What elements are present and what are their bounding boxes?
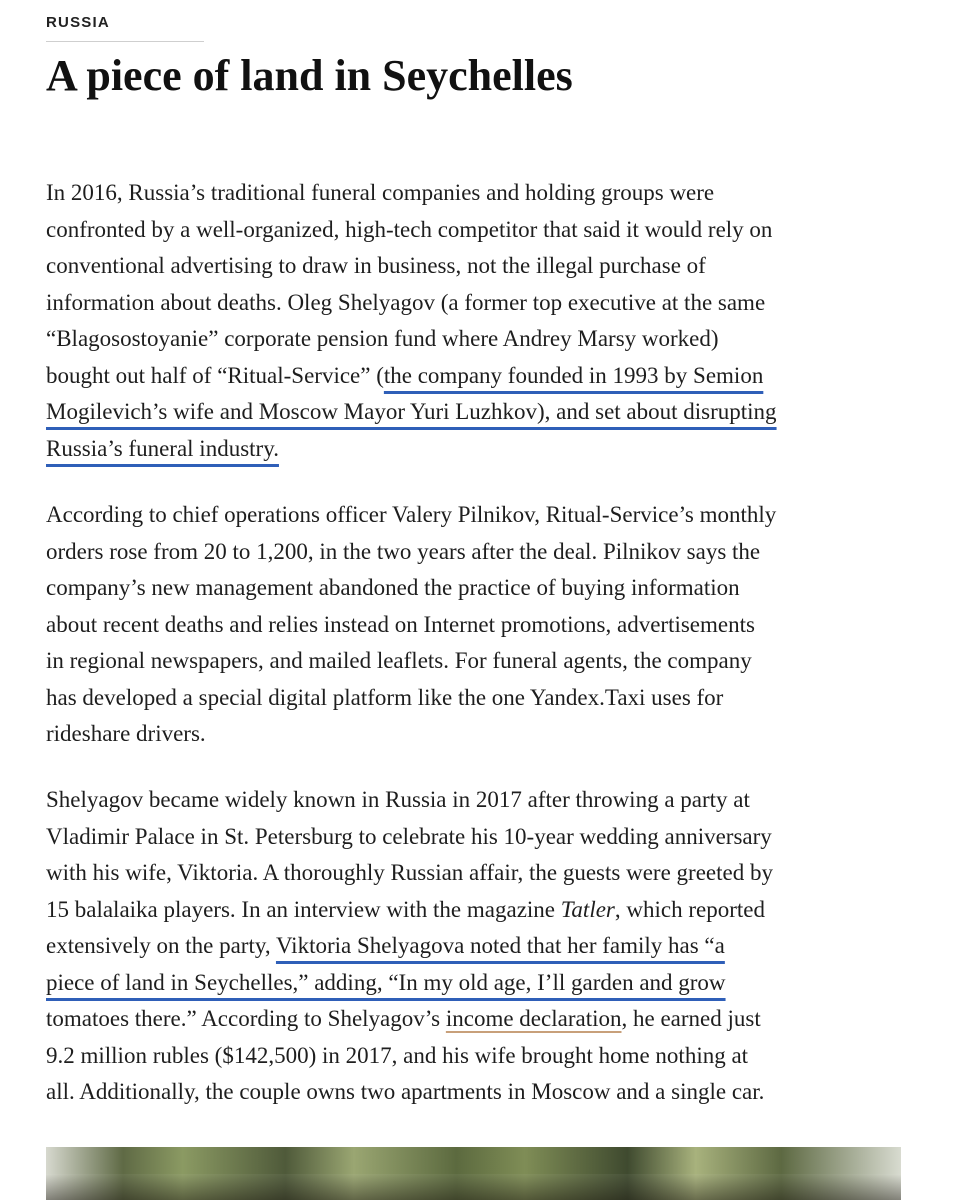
text-line [46, 716, 776, 753]
income-declaration-link[interactable]: income declaration [445, 1006, 622, 1031]
text-segment: with his wife, Viktoria. A thoroughly Russian affair, the guests were greeted by [46, 860, 773, 885]
text-line [46, 497, 776, 534]
text-segment: tomatoes there.” According to Shelyagov’s [46, 1006, 446, 1031]
text-line [46, 1074, 773, 1111]
text-segment: has developed a special digital platform like the one Yandex.Taxi uses for [46, 684, 724, 710]
text-line [46, 892, 773, 929]
text-line [46, 855, 773, 892]
text-segment: 9.2 million rubles ($142,500) in 2017, and his wife brought home nothing at [46, 1042, 749, 1068]
text-segment: “Blagosostoyanie” corporate pension fund where Andrey Marsy worked) [46, 326, 719, 351]
text-segment: orders rose from 20 to 1,200, in the two years after the deal. Pilnikov says the [46, 538, 761, 564]
text-segment: 15 balalaika players. In an interview with the magazine [46, 896, 561, 922]
text-line [46, 321, 777, 358]
section-rule [46, 41, 204, 42]
text-segment: , he earned just [621, 1006, 761, 1031]
text-line [46, 1001, 773, 1038]
paragraph-2 [46, 497, 776, 753]
magazine-title: Tatler [560, 896, 615, 922]
text-segment: According to chief operations officer Valery Pilnikov, Ritual-Service’s monthly [46, 502, 777, 527]
text-segment: confronted by a well-organized, high-tech competitor that said it would rely on [46, 216, 773, 242]
text-line [46, 175, 777, 212]
text-segment: , which reported [614, 896, 765, 922]
text-line [46, 965, 773, 1002]
paragraph-3 [46, 782, 773, 1111]
text-segment: company’s new management abandoned the practice of buying information [46, 575, 740, 600]
text-segment: about recent deaths and relies instead on Internet promotions, advertisements [46, 611, 755, 637]
article-photo [46, 1147, 901, 1200]
text-line [46, 534, 776, 571]
text-line [46, 570, 776, 607]
text-line [46, 285, 777, 322]
text-line [46, 607, 776, 644]
text-line [46, 431, 777, 468]
highlighted-text: the company founded in 1993 by Semion [383, 362, 764, 388]
text-line [46, 248, 777, 285]
text-segment: rideshare drivers. [46, 721, 206, 746]
text-segment: conventional advertising to draw in business, not the illegal purchase of [46, 253, 706, 278]
text-line [46, 680, 776, 717]
text-segment: all. Additionally, the couple owns two apartments in Moscow and a single car. [46, 1079, 765, 1104]
text-segment: in regional newspapers, and mailed leaflets. For funeral agents, the company [46, 648, 752, 673]
text-line [46, 782, 773, 819]
text-segment: bought out half of “Ritual-Service” ( [46, 362, 384, 388]
text-line [46, 928, 773, 965]
text-line [46, 819, 773, 856]
highlighted-text: Viktoria Shelyagova noted that her family has “a [275, 933, 725, 958]
text-line [46, 358, 777, 395]
text-line [46, 1038, 773, 1075]
highlighted-text: Mogilevich’s wife and Moscow Mayor Yuri Luzhkov), and set about disrupting [46, 399, 777, 424]
text-segment: Shelyagov became widely known in Russia in 2017 after throwing a party at [46, 787, 750, 812]
text-line [46, 643, 776, 680]
highlighted-text: piece of land in Seychelles,” adding, “In my old age, I’ll garden and grow [46, 969, 726, 995]
highlighted-text: Russia’s funeral industry. [46, 435, 279, 461]
text-segment: information about deaths. Oleg Shelyagov (a former top executive at the same [46, 289, 766, 315]
paragraph-1 [46, 175, 777, 467]
text-segment: In 2016, Russia’s traditional funeral companies and holding groups were [46, 180, 715, 205]
text-line [46, 394, 777, 431]
text-segment: Vladimir Palace in St. Petersburg to celebrate his 10-year wedding anniversary [46, 823, 772, 849]
text-segment: extensively on the party, [46, 933, 276, 958]
section-label[interactable]: RUSSIA [46, 14, 110, 31]
text-line [46, 212, 777, 249]
article-headline: A piece of land in Seychelles [46, 51, 573, 100]
